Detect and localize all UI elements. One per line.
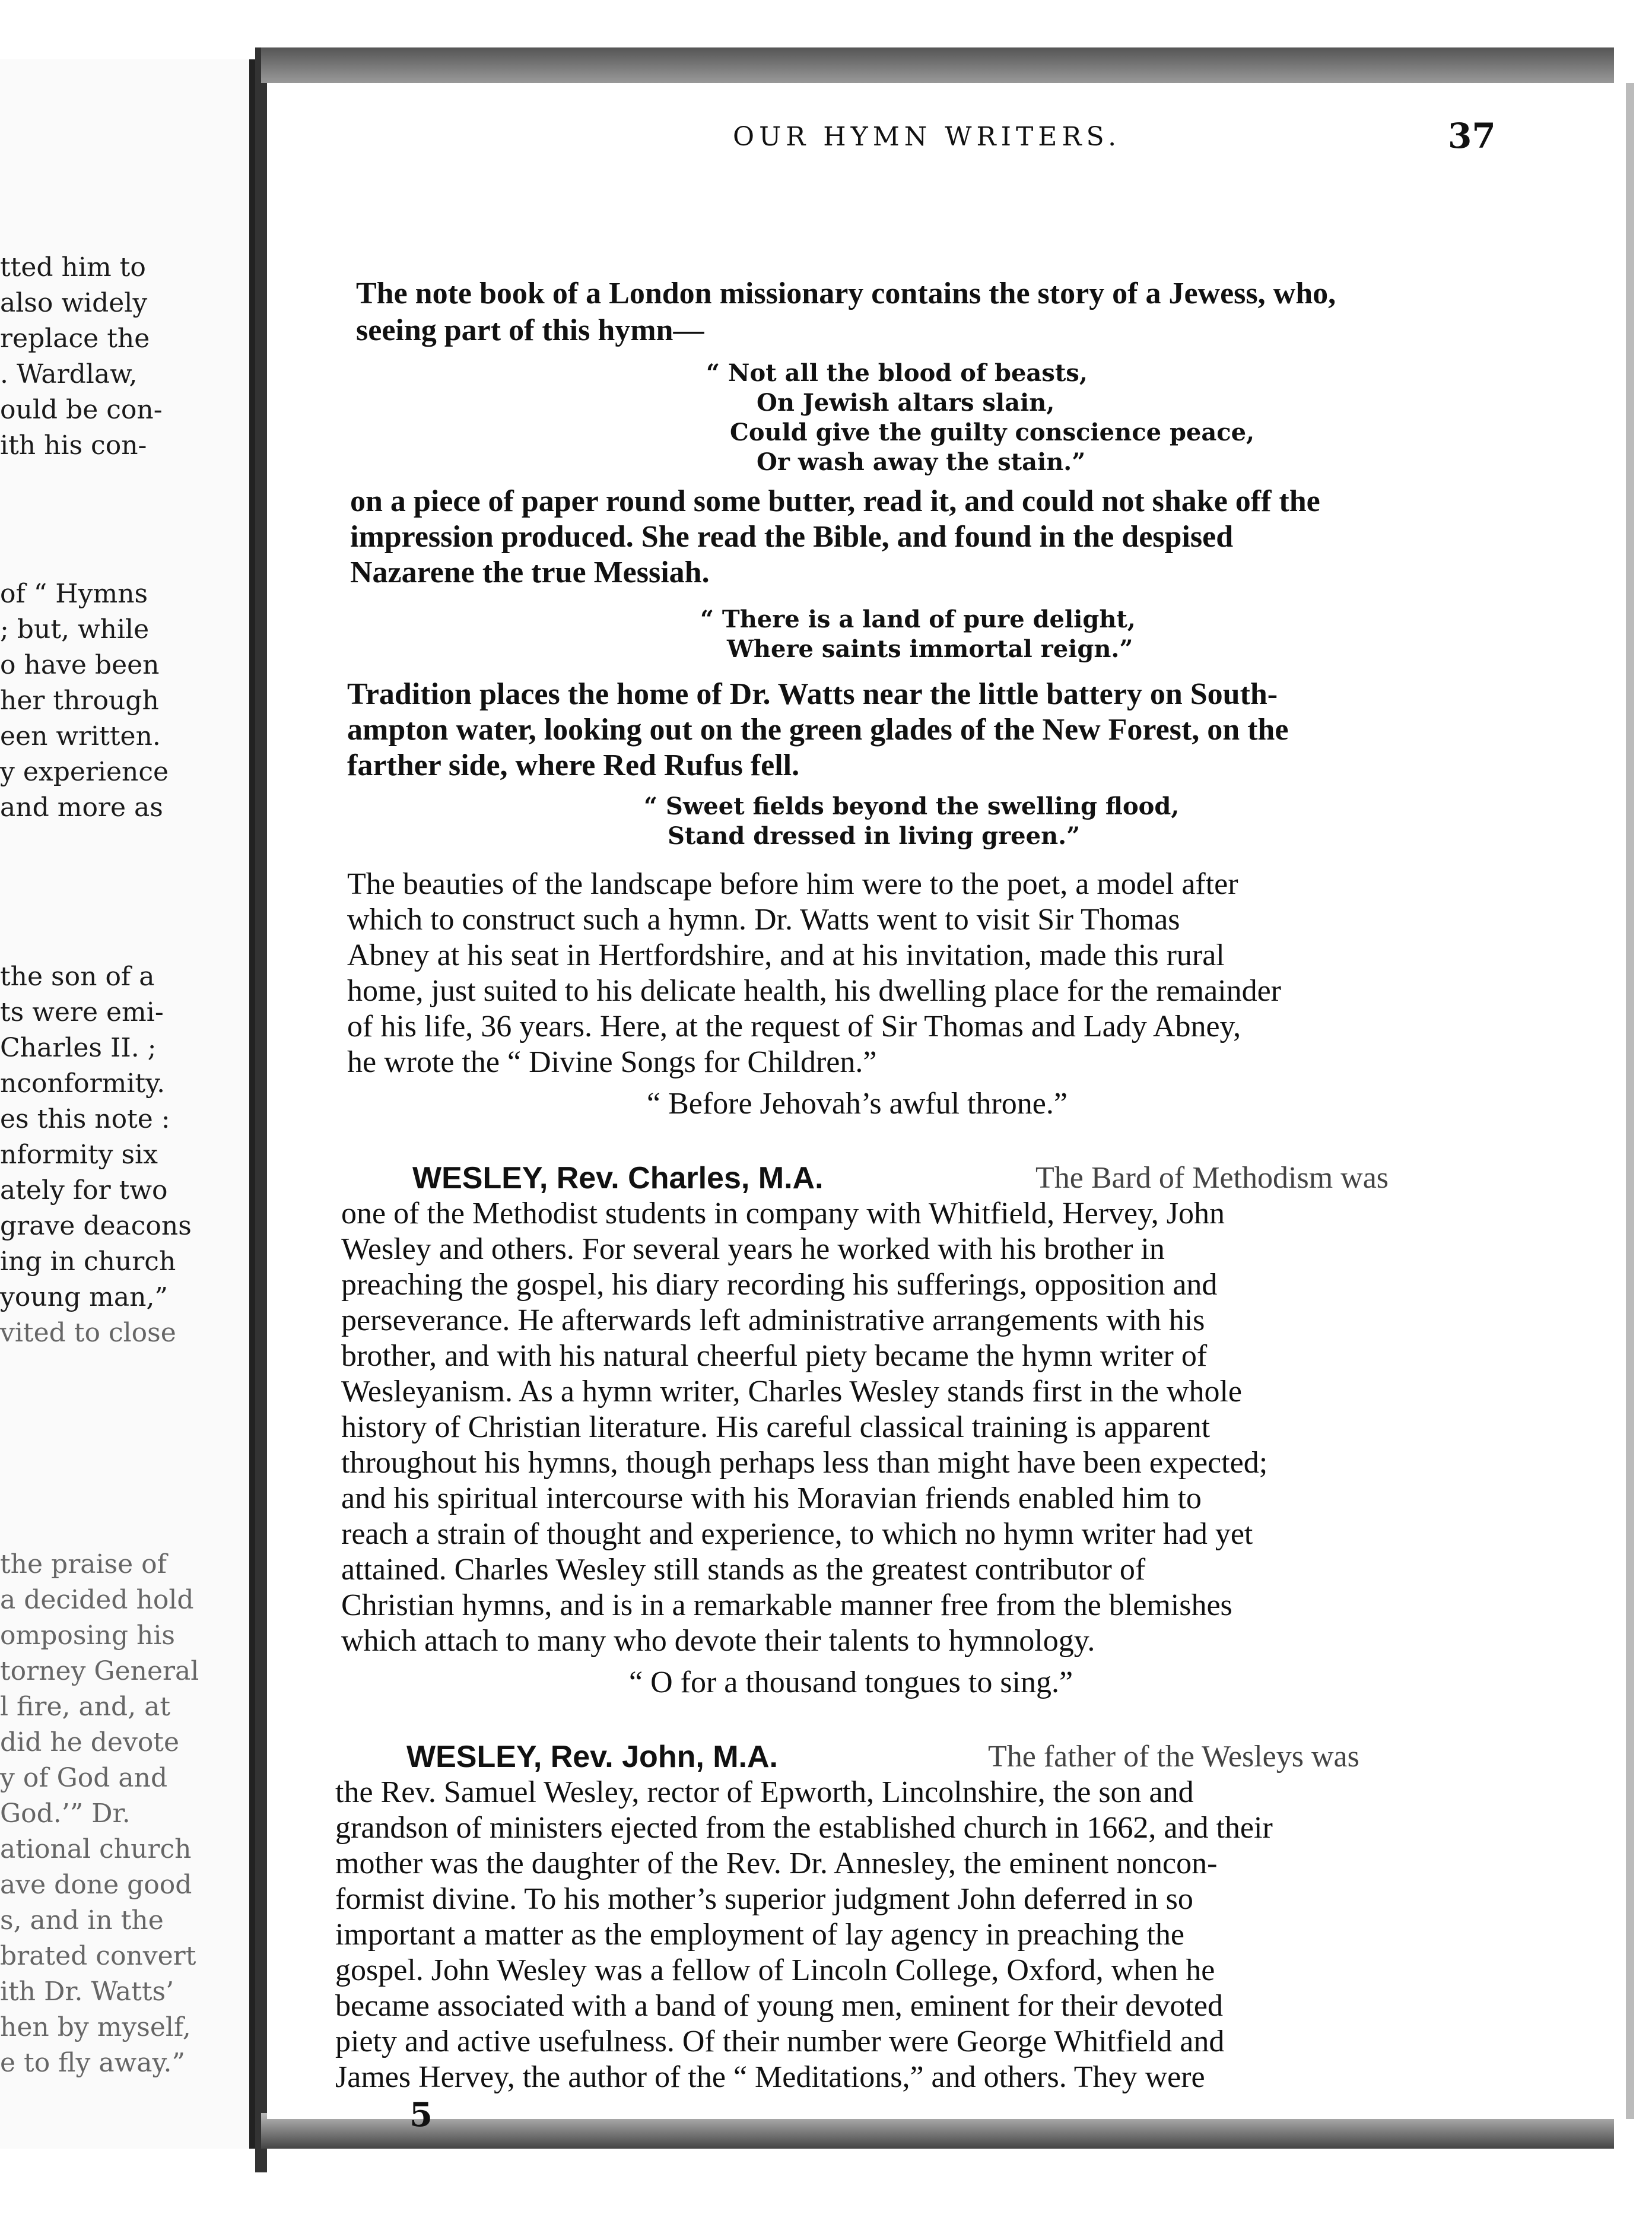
page-top-edge <box>261 47 1614 83</box>
left-page-line: replace the <box>0 323 150 354</box>
hymn-quote-line: “ O for a thousand tongues to sing.” <box>629 1666 1073 1699</box>
hymn-quote-line: “ Before Jehovah’s awful throne.” <box>647 1087 1068 1121</box>
left-page-line: the son of a <box>0 962 155 992</box>
left-page-line: ave done good <box>0 1870 192 1900</box>
paragraph-line: important a matter as the employment of lay agency in preaching the <box>335 1918 1184 1952</box>
left-page-line: also widely <box>0 288 148 318</box>
signature-mark: 5 <box>409 2095 433 2134</box>
paragraph-line: Tradition places the home of Dr. Watts near the little battery on South- <box>347 677 1278 711</box>
left-page-line: and more as <box>0 792 163 823</box>
left-page-line: did he devote <box>0 1727 180 1758</box>
paragraph-line: which attach to many who devote their talents to hymnology. <box>341 1624 1095 1658</box>
left-page-line: nconformity. <box>0 1068 166 1099</box>
paragraph-line: home, just suited to his delicate health, his dwelling place for the remainder <box>347 974 1281 1008</box>
paragraph-line: perseverance. He afterwards left administrative arrangements with his <box>341 1303 1205 1337</box>
hymn-quote-line: Stand dressed in living green.” <box>668 822 1081 850</box>
hymn-quote-line: Or wash away the stain.” <box>757 448 1086 476</box>
left-page-line: her through <box>0 686 159 716</box>
left-page <box>0 59 255 2149</box>
left-page-line: of “ Hymns <box>0 579 148 609</box>
paragraph-line: Nazarene the true Messiah. <box>350 556 710 589</box>
left-page-line: torney General <box>0 1656 199 1686</box>
left-page-line: young man,” <box>0 1282 168 1312</box>
running-header: OUR HYMN WRITERS. <box>733 122 1122 152</box>
left-page-line: es this note : <box>0 1104 170 1134</box>
left-page-line: nformity six <box>0 1140 158 1170</box>
paragraph-line: The note book of a London missionary contains the story of a Jewess, who, <box>356 277 1336 310</box>
paragraph-line: and his spiritual intercourse with his Moravian friends enabled him to <box>341 1482 1202 1515</box>
paragraph-line: attained. Charles Wesley still stands as the greatest contributor of <box>341 1553 1146 1587</box>
hymn-quote-line: “ Sweet fields beyond the swelling flood, <box>644 792 1180 820</box>
left-page-line: omposing his <box>0 1620 176 1651</box>
paragraph-line: throughout his hymns, though perhaps less than might have been expected; <box>341 1446 1268 1480</box>
left-page-line: e to fly away.” <box>0 2048 185 2078</box>
paragraph-line: formist divine. To his mother’s superior judgment John deferred in so <box>335 1882 1193 1916</box>
paragraph-line: grandson of ministers ejected from the established church in 1662, and their <box>335 1811 1273 1845</box>
left-page-line: y experience <box>0 757 169 787</box>
left-page-line: een written. <box>0 721 161 751</box>
left-page-line: ing in church <box>0 1246 176 1277</box>
paragraph-line: the Rev. Samuel Wesley, rector of Epworth, Lincolnshire, the son and <box>335 1775 1194 1809</box>
paragraph-line: ampton water, looking out on the green glades of the New Forest, on the <box>347 713 1289 747</box>
paragraph-line: piety and active usefulness. Of their number were George Whitfield and <box>335 2025 1225 2058</box>
hymn-quote-line: “ There is a land of pure delight, <box>700 605 1136 633</box>
left-page-line: vited to close <box>0 1318 176 1348</box>
left-page-line: y of God and <box>0 1763 168 1793</box>
paragraph-line: Wesley and others. For several years he worked with his brother in <box>341 1232 1165 1266</box>
left-page-line: brated convert <box>0 1941 196 1971</box>
paragraph-line: one of the Methodist students in company with Whitfield, Hervey, John <box>341 1197 1225 1230</box>
paragraph-line: became associated with a band of young men, eminent for their devoted <box>335 1989 1223 2023</box>
left-page-line: the praise of <box>0 1549 167 1579</box>
left-page-line: ith Dr. Watts’ <box>0 1977 174 2007</box>
entry-heading: WESLEY, Rev. John, M.A. <box>406 1740 779 1774</box>
paragraph-line: James Hervey, the author of the “ Meditations,” and others. They were <box>335 2060 1205 2094</box>
paragraph-line: Abney at his seat in Hertfordshire, and at his invitation, made this rural <box>347 938 1225 972</box>
paragraph-line: Wesleyanism. As a hymn writer, Charles Wesley stands first in the whole <box>341 1375 1242 1408</box>
paragraph-line: he wrote the “ Divine Songs for Children.” <box>347 1045 877 1079</box>
book-binding <box>255 47 267 2172</box>
paragraph-line: reach a strain of thought and experience, to which no hymn writer had yet <box>341 1517 1253 1551</box>
paragraph-line: history of Christian literature. His careful classical training is apparent <box>341 1410 1211 1444</box>
paragraph-line: The Bard of Methodism was <box>1035 1161 1389 1195</box>
paragraph-line: impression produced. She read the Bible, and found in the despised <box>350 520 1234 554</box>
left-page-line: l fire, and, at <box>0 1692 171 1722</box>
paragraph-line: of his life, 36 years. Here, at the request of Sir Thomas and Lady Abney, <box>347 1010 1241 1043</box>
paragraph-line: gospel. John Wesley was a fellow of Lincoln College, Oxford, when he <box>335 1953 1215 1987</box>
paragraph-line: farther side, where Red Rufus fell. <box>347 748 800 782</box>
left-page-line: Charles II. ; <box>0 1033 157 1063</box>
paragraph-line: The father of the Wesleys was <box>988 1740 1359 1774</box>
left-page-line: ith his con- <box>0 430 147 461</box>
hymn-quote-line: “ Not all the blood of beasts, <box>706 359 1088 387</box>
left-page-line: ational church <box>0 1834 192 1864</box>
left-page-line: . Wardlaw, <box>0 359 138 389</box>
left-page-line: o have been <box>0 650 160 680</box>
left-page-line: grave deacons <box>0 1211 192 1241</box>
entry-heading: WESLEY, Rev. Charles, M.A. <box>412 1161 824 1195</box>
paragraph-line: The beauties of the landscape before him were to the poet, a model after <box>347 867 1238 901</box>
paragraph-line: mother was the daughter of the Rev. Dr. Annesley, the eminent noncon- <box>335 1847 1218 1880</box>
paragraph-line: on a piece of paper round some butter, read it, and could not shake off the <box>350 484 1320 518</box>
left-page-line: tted him to <box>0 252 146 283</box>
paragraph-line: brother, and with his natural cheerful piety became the hymn writer of <box>341 1339 1208 1373</box>
paragraph-line: Christian hymns, and is in a remarkable manner free from the blemishes <box>341 1588 1232 1622</box>
left-page-line: ately for two <box>0 1175 168 1206</box>
left-page-line: ; but, while <box>0 614 150 645</box>
page-number: 37 <box>1448 116 1496 156</box>
left-page-line: hen by myself, <box>0 2012 191 2042</box>
hymn-quote-line: On Jewish altars slain, <box>757 389 1055 417</box>
left-page-line: God.’” Dr. <box>0 1798 131 1829</box>
left-page-line: s, and in the <box>0 1905 164 1936</box>
left-page-line: ould be con- <box>0 395 163 425</box>
paragraph-line: seeing part of this hymn— <box>356 313 704 347</box>
left-page-line: ts were emi- <box>0 997 164 1027</box>
hymn-quote-line: Could give the guilty conscience peace, <box>730 418 1255 446</box>
paragraph-line: preaching the gospel, his diary recording his sufferings, opposition and <box>341 1268 1218 1302</box>
hymn-quote-line: Where saints immortal reign.” <box>727 635 1133 663</box>
paragraph-line: which to construct such a hymn. Dr. Watts went to visit Sir Thomas <box>347 903 1180 937</box>
left-page-line: a decided hold <box>0 1585 194 1615</box>
